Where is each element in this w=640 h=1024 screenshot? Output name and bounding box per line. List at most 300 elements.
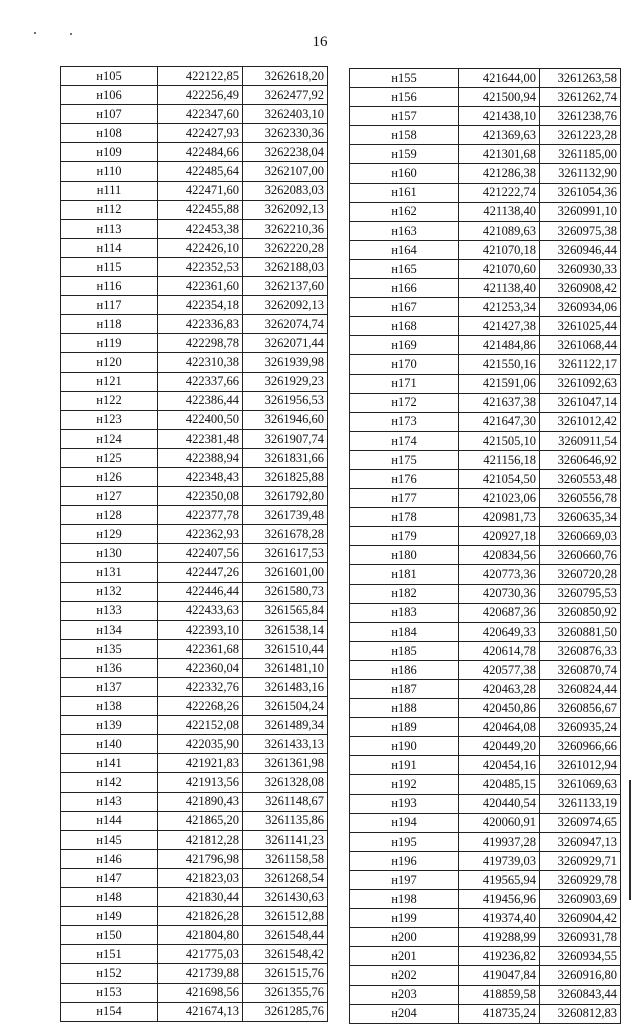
point-id-cell: н180: [350, 546, 459, 565]
y-coordinate-cell: 3262477,92: [243, 86, 328, 105]
point-id-cell: н190: [350, 737, 459, 756]
y-coordinate-cell: 3261907,74: [243, 429, 328, 448]
x-coordinate-cell: 422393,10: [158, 620, 243, 639]
y-coordinate-cell: 3261510,44: [243, 639, 328, 658]
y-coordinate-cell: 3261617,53: [243, 544, 328, 563]
point-id-cell: н174: [350, 431, 459, 450]
point-id-cell: н145: [61, 830, 158, 849]
table-row: [350, 546, 621, 565]
y-coordinate-cell: 3260720,28: [540, 565, 621, 584]
x-coordinate-cell: 421054,50: [459, 469, 540, 488]
table-row: [61, 964, 328, 983]
y-coordinate-cell: 3262238,04: [243, 143, 328, 162]
table-row: [350, 126, 621, 145]
y-coordinate-cell: 3261504,24: [243, 697, 328, 716]
x-coordinate-cell: 421739,88: [158, 964, 243, 983]
point-id-cell: н162: [350, 202, 459, 221]
table-row: [350, 909, 621, 928]
table-row: [350, 928, 621, 947]
y-coordinate-cell: 3261012,94: [540, 756, 621, 775]
x-coordinate-cell: 421369,63: [459, 126, 540, 145]
y-coordinate-cell: 3261135,86: [243, 811, 328, 830]
x-coordinate-cell: 421550,16: [459, 355, 540, 374]
point-id-cell: н137: [61, 678, 158, 697]
x-coordinate-cell: 421500,94: [459, 88, 540, 107]
x-coordinate-cell: 421591,06: [459, 374, 540, 393]
table-row: [61, 678, 328, 697]
y-coordinate-cell: 3261939,98: [243, 353, 328, 372]
y-coordinate-cell: 3261238,76: [540, 107, 621, 126]
coordinates-table-left: [60, 66, 328, 1022]
table-row: [61, 391, 328, 410]
table-row: [61, 830, 328, 849]
y-coordinate-cell: 3260930,33: [540, 259, 621, 278]
x-coordinate-cell: 419456,96: [459, 890, 540, 909]
point-id-cell: н200: [350, 928, 459, 947]
x-coordinate-cell: 422350,08: [158, 487, 243, 506]
table-row: [350, 985, 621, 1004]
y-coordinate-cell: 3261054,36: [540, 183, 621, 202]
y-coordinate-cell: 3262330,36: [243, 124, 328, 143]
x-coordinate-cell: 420687,36: [459, 603, 540, 622]
table-row: [350, 947, 621, 966]
point-id-cell: н178: [350, 508, 459, 527]
y-coordinate-cell: 3262403,10: [243, 105, 328, 124]
point-id-cell: н116: [61, 277, 158, 296]
x-coordinate-cell: 421070,18: [459, 240, 540, 259]
point-id-cell: н158: [350, 126, 459, 145]
table-row: [350, 69, 621, 88]
table-row: [350, 240, 621, 259]
table-row: [350, 718, 621, 737]
point-id-cell: н163: [350, 221, 459, 240]
point-id-cell: н153: [61, 983, 158, 1002]
x-coordinate-cell: 420463,28: [459, 680, 540, 699]
x-coordinate-cell: 421089,63: [459, 221, 540, 240]
table-row: [350, 756, 621, 775]
table-row: [61, 105, 328, 124]
x-coordinate-cell: 419937,28: [459, 832, 540, 851]
point-id-cell: н110: [61, 162, 158, 181]
table-row: [61, 257, 328, 276]
point-id-cell: н119: [61, 334, 158, 353]
table-row: [61, 792, 328, 811]
y-coordinate-cell: 3260876,33: [540, 641, 621, 660]
point-id-cell: н140: [61, 735, 158, 754]
x-coordinate-cell: 421505,10: [459, 431, 540, 450]
point-id-cell: н182: [350, 584, 459, 603]
table-row: [61, 544, 328, 563]
table-row: [350, 603, 621, 622]
table-row: [350, 355, 621, 374]
y-coordinate-cell: 3260856,67: [540, 699, 621, 718]
x-coordinate-cell: 421812,28: [158, 830, 243, 849]
point-id-cell: н135: [61, 639, 158, 658]
y-coordinate-cell: 3261047,14: [540, 393, 621, 412]
x-coordinate-cell: 418735,24: [459, 1004, 540, 1023]
y-coordinate-cell: 3260556,78: [540, 489, 621, 508]
point-id-cell: н126: [61, 467, 158, 486]
y-coordinate-cell: 3260843,44: [540, 985, 621, 1004]
x-coordinate-cell: 422360,04: [158, 658, 243, 677]
y-coordinate-cell: 3261262,74: [540, 88, 621, 107]
x-coordinate-cell: 420485,15: [459, 775, 540, 794]
table-row: [61, 849, 328, 868]
x-coordinate-cell: 422471,60: [158, 181, 243, 200]
table-row: [350, 508, 621, 527]
x-coordinate-cell: 419288,99: [459, 928, 540, 947]
x-coordinate-cell: 420464,08: [459, 718, 540, 737]
point-id-cell: н106: [61, 86, 158, 105]
table-row: [350, 737, 621, 756]
point-id-cell: н177: [350, 489, 459, 508]
y-coordinate-cell: 3262083,03: [243, 181, 328, 200]
y-coordinate-cell: 3260934,55: [540, 947, 621, 966]
y-coordinate-cell: 3260929,78: [540, 870, 621, 889]
y-coordinate-cell: 3262618,20: [243, 67, 328, 86]
point-id-cell: н117: [61, 296, 158, 315]
y-coordinate-cell: 3260966,66: [540, 737, 621, 756]
point-id-cell: н193: [350, 794, 459, 813]
point-id-cell: н148: [61, 888, 158, 907]
y-coordinate-cell: 3260646,92: [540, 450, 621, 469]
x-coordinate-cell: 421023,06: [459, 489, 540, 508]
x-coordinate-cell: 422485,64: [158, 162, 243, 181]
point-id-cell: н105: [61, 67, 158, 86]
x-coordinate-cell: 421698,56: [158, 983, 243, 1002]
table-row: [61, 983, 328, 1002]
x-coordinate-cell: 422337,66: [158, 372, 243, 391]
page-number: 16: [312, 34, 328, 50]
x-coordinate-cell: 420449,20: [459, 737, 540, 756]
x-coordinate-cell: 420730,36: [459, 584, 540, 603]
point-id-cell: н185: [350, 641, 459, 660]
y-coordinate-cell: 3261148,67: [243, 792, 328, 811]
table-row: [61, 181, 328, 200]
y-coordinate-cell: 3260903,69: [540, 890, 621, 909]
table-row: [350, 775, 621, 794]
x-coordinate-cell: 421070,60: [459, 259, 540, 278]
point-id-cell: н124: [61, 429, 158, 448]
x-coordinate-cell: 421865,20: [158, 811, 243, 830]
point-id-cell: н131: [61, 563, 158, 582]
table-row: [61, 525, 328, 544]
y-coordinate-cell: 3260904,42: [540, 909, 621, 928]
y-coordinate-cell: 3260911,54: [540, 431, 621, 450]
x-coordinate-cell: 420927,18: [459, 527, 540, 546]
x-coordinate-cell: 422484,66: [158, 143, 243, 162]
x-coordinate-cell: 421484,86: [459, 336, 540, 355]
point-id-cell: н123: [61, 410, 158, 429]
table-row: [61, 410, 328, 429]
table-row: [61, 487, 328, 506]
point-id-cell: н154: [61, 1002, 158, 1021]
point-id-cell: н146: [61, 849, 158, 868]
x-coordinate-cell: 422427,93: [158, 124, 243, 143]
y-coordinate-cell: 3260975,38: [540, 221, 621, 240]
coordinates-table-right: [349, 68, 621, 1024]
x-coordinate-cell: 420981,73: [459, 508, 540, 527]
table-row: [350, 374, 621, 393]
y-coordinate-cell: 3261361,98: [243, 754, 328, 773]
table-row: [61, 67, 328, 86]
x-coordinate-cell: 420577,38: [459, 660, 540, 679]
y-coordinate-cell: 3261158,58: [243, 849, 328, 868]
table-row: [350, 851, 621, 870]
point-id-cell: н121: [61, 372, 158, 391]
table-row: [350, 832, 621, 851]
x-coordinate-cell: 422122,85: [158, 67, 243, 86]
point-id-cell: н192: [350, 775, 459, 794]
table-row: [350, 622, 621, 641]
point-id-cell: н113: [61, 219, 158, 238]
point-id-cell: н132: [61, 582, 158, 601]
point-id-cell: н204: [350, 1004, 459, 1023]
x-coordinate-cell: 422354,18: [158, 296, 243, 315]
point-id-cell: н201: [350, 947, 459, 966]
table-row: [61, 353, 328, 372]
point-id-cell: н167: [350, 298, 459, 317]
point-id-cell: н165: [350, 259, 459, 278]
y-coordinate-cell: 3260929,71: [540, 851, 621, 870]
table-body: [350, 69, 621, 1024]
table-row: [350, 393, 621, 412]
y-coordinate-cell: 3260812,83: [540, 1004, 621, 1023]
table-body: [61, 67, 328, 1022]
table-row: [61, 563, 328, 582]
table-row: [61, 238, 328, 257]
table-row: [350, 699, 621, 718]
table-row: [61, 620, 328, 639]
y-coordinate-cell: 3260916,80: [540, 966, 621, 985]
point-id-cell: н186: [350, 660, 459, 679]
table-row: [350, 794, 621, 813]
y-coordinate-cell: 3261069,63: [540, 775, 621, 794]
point-id-cell: н150: [61, 926, 158, 945]
y-coordinate-cell: 3261512,88: [243, 907, 328, 926]
table-row: [350, 336, 621, 355]
table-row: [61, 429, 328, 448]
x-coordinate-cell: 422433,63: [158, 601, 243, 620]
point-id-cell: н173: [350, 412, 459, 431]
point-id-cell: н156: [350, 88, 459, 107]
y-coordinate-cell: 3261483,16: [243, 678, 328, 697]
table-row: [61, 888, 328, 907]
point-id-cell: н147: [61, 868, 158, 887]
y-coordinate-cell: 3260553,48: [540, 469, 621, 488]
y-coordinate-cell: 3260660,76: [540, 546, 621, 565]
table-row: [61, 200, 328, 219]
point-id-cell: н195: [350, 832, 459, 851]
x-coordinate-cell: 422035,90: [158, 735, 243, 754]
x-coordinate-cell: 422362,93: [158, 525, 243, 544]
table-row: [61, 506, 328, 525]
table-row: [350, 431, 621, 450]
x-coordinate-cell: 421804,80: [158, 926, 243, 945]
y-coordinate-cell: 3260934,06: [540, 298, 621, 317]
table-row: [61, 735, 328, 754]
x-coordinate-cell: 421796,98: [158, 849, 243, 868]
table-row: [61, 773, 328, 792]
x-coordinate-cell: 422332,76: [158, 678, 243, 697]
point-id-cell: н159: [350, 145, 459, 164]
table-row: [61, 582, 328, 601]
x-coordinate-cell: 420454,16: [459, 756, 540, 775]
y-coordinate-cell: 3261025,44: [540, 317, 621, 336]
point-id-cell: н187: [350, 680, 459, 699]
x-coordinate-cell: 421647,30: [459, 412, 540, 431]
y-coordinate-cell: 3262210,36: [243, 219, 328, 238]
point-id-cell: н142: [61, 773, 158, 792]
x-coordinate-cell: 421890,43: [158, 792, 243, 811]
table-row: [350, 469, 621, 488]
point-id-cell: н111: [61, 181, 158, 200]
point-id-cell: н188: [350, 699, 459, 718]
point-id-cell: н125: [61, 448, 158, 467]
x-coordinate-cell: 421253,34: [459, 298, 540, 317]
table-row: [350, 489, 621, 508]
x-coordinate-cell: 421830,44: [158, 888, 243, 907]
point-id-cell: н118: [61, 315, 158, 334]
x-coordinate-cell: 421823,03: [158, 868, 243, 887]
y-coordinate-cell: 3261548,44: [243, 926, 328, 945]
table-row: [350, 641, 621, 660]
point-id-cell: н191: [350, 756, 459, 775]
y-coordinate-cell: 3260947,13: [540, 832, 621, 851]
table-row: [350, 298, 621, 317]
table-row: [61, 219, 328, 238]
y-coordinate-cell: 3261092,63: [540, 374, 621, 393]
x-coordinate-cell: 422377,78: [158, 506, 243, 525]
table-row: [350, 450, 621, 469]
x-coordinate-cell: 421222,74: [459, 183, 540, 202]
y-coordinate-cell: 3261946,60: [243, 410, 328, 429]
point-id-cell: н114: [61, 238, 158, 257]
point-id-cell: н128: [61, 506, 158, 525]
point-id-cell: н168: [350, 317, 459, 336]
y-coordinate-cell: 3261068,44: [540, 336, 621, 355]
table-row: [350, 1004, 621, 1023]
y-coordinate-cell: 3260991,10: [540, 202, 621, 221]
table-row: [61, 601, 328, 620]
y-coordinate-cell: 3261433,13: [243, 735, 328, 754]
y-coordinate-cell: 3260935,24: [540, 718, 621, 737]
y-coordinate-cell: 3261122,17: [540, 355, 621, 374]
x-coordinate-cell: 419739,03: [459, 851, 540, 870]
table-row: [350, 870, 621, 889]
table-row: [61, 716, 328, 735]
y-coordinate-cell: 3262074,74: [243, 315, 328, 334]
y-coordinate-cell: 3261263,58: [540, 69, 621, 88]
point-id-cell: н203: [350, 985, 459, 1004]
point-id-cell: н139: [61, 716, 158, 735]
point-id-cell: н152: [61, 964, 158, 983]
y-coordinate-cell: 3261132,90: [540, 164, 621, 183]
x-coordinate-cell: 421913,56: [158, 773, 243, 792]
table-row: [350, 202, 621, 221]
y-coordinate-cell: 3261929,23: [243, 372, 328, 391]
y-coordinate-cell: 3260824,44: [540, 680, 621, 699]
x-coordinate-cell: 422310,38: [158, 353, 243, 372]
y-coordinate-cell: 3260870,74: [540, 660, 621, 679]
x-coordinate-cell: 422426,10: [158, 238, 243, 257]
x-coordinate-cell: 421674,13: [158, 1002, 243, 1021]
point-id-cell: н183: [350, 603, 459, 622]
x-coordinate-cell: 419047,84: [459, 966, 540, 985]
point-id-cell: н169: [350, 336, 459, 355]
x-coordinate-cell: 420440,54: [459, 794, 540, 813]
point-id-cell: н157: [350, 107, 459, 126]
table-row: [350, 221, 621, 240]
table-row: [350, 813, 621, 832]
y-coordinate-cell: 3261430,63: [243, 888, 328, 907]
table-row: [61, 296, 328, 315]
point-id-cell: н133: [61, 601, 158, 620]
table-row: [61, 754, 328, 773]
point-id-cell: н194: [350, 813, 459, 832]
point-id-cell: н155: [350, 69, 459, 88]
table-row: [350, 660, 621, 679]
x-coordinate-cell: 421637,38: [459, 393, 540, 412]
y-coordinate-cell: 3262137,60: [243, 277, 328, 296]
y-coordinate-cell: 3262220,28: [243, 238, 328, 257]
point-id-cell: н161: [350, 183, 459, 202]
table-row: [61, 868, 328, 887]
table-row: [350, 183, 621, 202]
point-id-cell: н160: [350, 164, 459, 183]
table-row: [61, 945, 328, 964]
table-row: [350, 966, 621, 985]
x-coordinate-cell: 421427,38: [459, 317, 540, 336]
x-coordinate-cell: 422386,44: [158, 391, 243, 410]
point-id-cell: н120: [61, 353, 158, 372]
x-coordinate-cell: 421286,38: [459, 164, 540, 183]
y-coordinate-cell: 3261489,34: [243, 716, 328, 735]
y-coordinate-cell: 3261678,28: [243, 525, 328, 544]
x-coordinate-cell: 421138,40: [459, 202, 540, 221]
table-row: [61, 697, 328, 716]
point-id-cell: н127: [61, 487, 158, 506]
table-row: [61, 658, 328, 677]
table-row: [61, 811, 328, 830]
point-id-cell: н143: [61, 792, 158, 811]
point-id-cell: н112: [61, 200, 158, 219]
point-id-cell: н164: [350, 240, 459, 259]
y-coordinate-cell: 3262188,03: [243, 257, 328, 276]
y-coordinate-cell: 3261601,00: [243, 563, 328, 582]
y-coordinate-cell: 3260795,53: [540, 584, 621, 603]
table-row: [350, 584, 621, 603]
x-coordinate-cell: 420060,91: [459, 813, 540, 832]
point-id-cell: н166: [350, 279, 459, 298]
table-row: [61, 467, 328, 486]
y-coordinate-cell: 3261012,42: [540, 412, 621, 431]
x-coordinate-cell: 420834,56: [459, 546, 540, 565]
point-id-cell: н176: [350, 469, 459, 488]
point-id-cell: н108: [61, 124, 158, 143]
point-id-cell: н181: [350, 565, 459, 584]
y-coordinate-cell: 3260908,42: [540, 279, 621, 298]
x-coordinate-cell: 422453,38: [158, 219, 243, 238]
table-row: [350, 107, 621, 126]
x-coordinate-cell: 422455,88: [158, 200, 243, 219]
y-coordinate-cell: 3261355,76: [243, 983, 328, 1002]
table-row: [61, 448, 328, 467]
x-coordinate-cell: 421775,03: [158, 945, 243, 964]
y-coordinate-cell: 3261185,00: [540, 145, 621, 164]
table-row: [350, 890, 621, 909]
y-coordinate-cell: 3261792,80: [243, 487, 328, 506]
